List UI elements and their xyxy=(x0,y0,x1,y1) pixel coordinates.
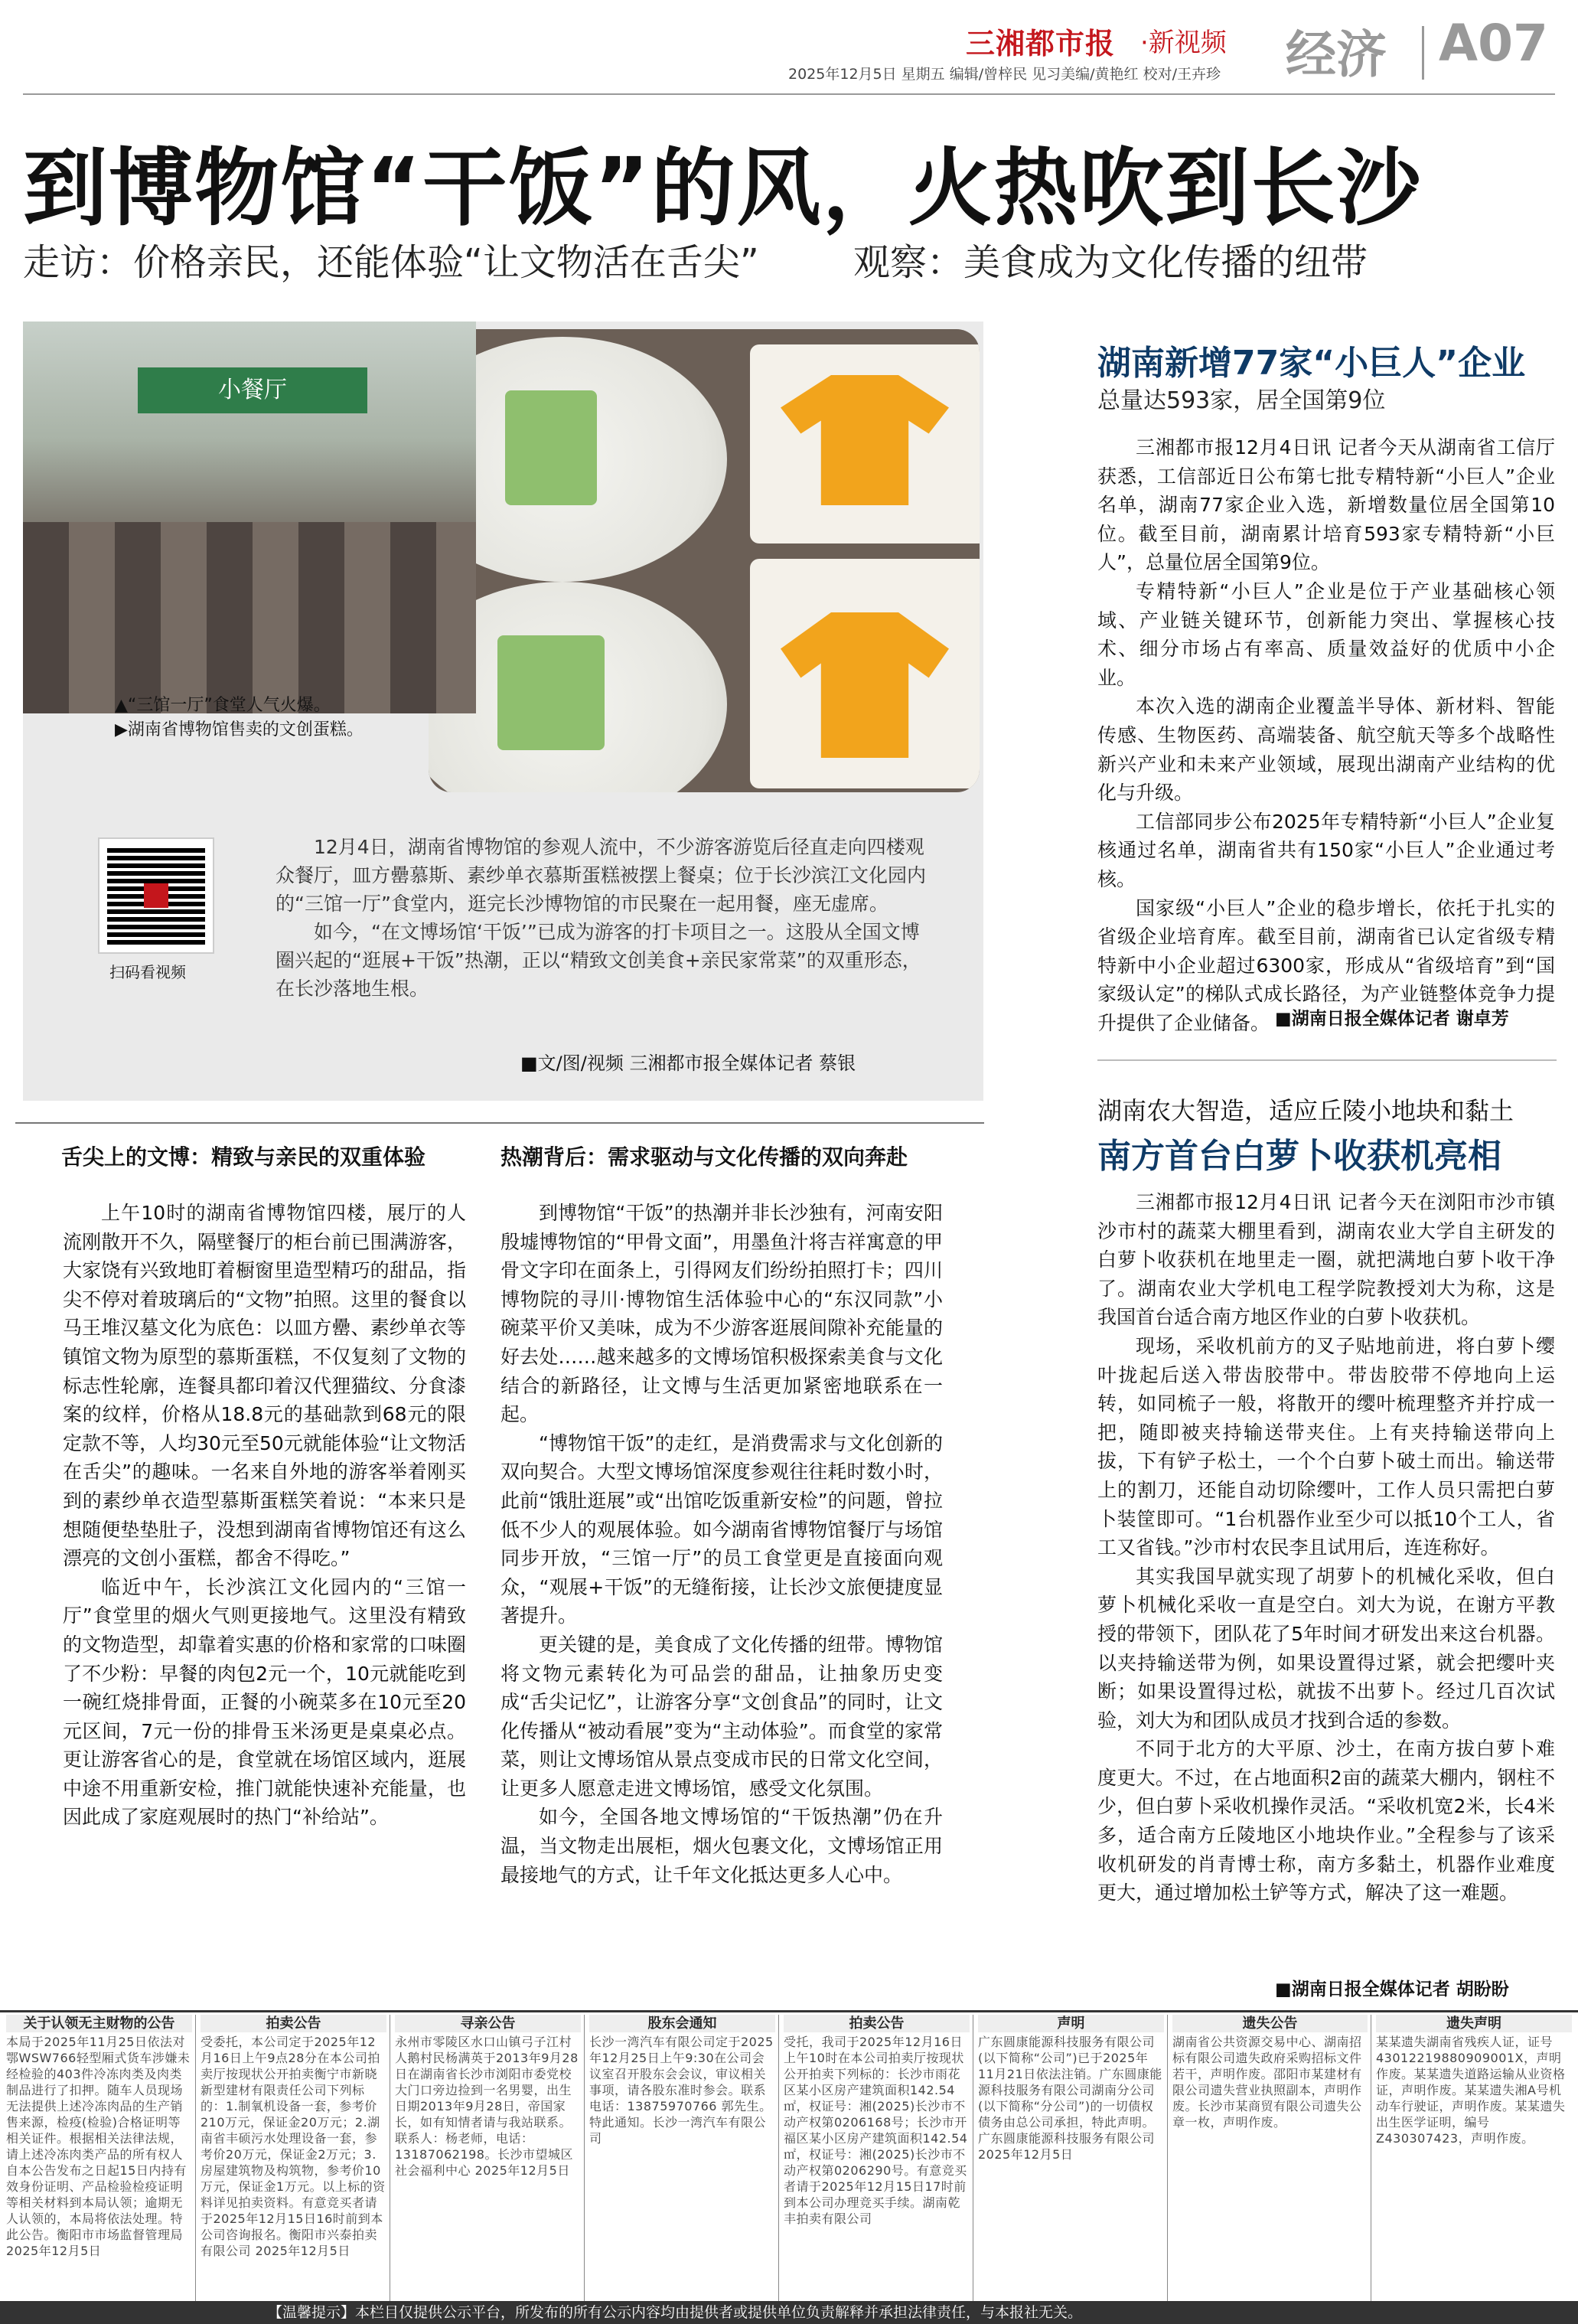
paragraph: 如今，全国各地文博场馆的“干饭热潮”仍在升温，当文物走出展柜，烟火包裹文化，文博场馆正用最接地气的方式，让千年文化抵达更多人心中。 xyxy=(500,1806,943,1886)
notice-column xyxy=(392,2015,585,2306)
paragraph: 三湘都市报12月4日讯 记者今天从湖南省工信厅获悉，工信部近日公布第七批专精特新“小巨人”企业名单，湖南77家企业入选，新增数量位居全国第10位。截至目前，湖南累计培育593家专精特新“小巨人”，总量位居全国第9位。 xyxy=(1097,436,1555,574)
story1-body xyxy=(1097,433,1555,1037)
notice-head: 拍卖公告 xyxy=(784,2015,970,2032)
brand-logo: 三湘都市报 xyxy=(966,27,1116,60)
notice-head: 遗失公告 xyxy=(1172,2015,1368,2032)
lead-text xyxy=(275,833,930,1003)
canteen-tables xyxy=(23,522,476,713)
story2-body xyxy=(1097,1188,1555,1908)
notice-column xyxy=(586,2015,779,2306)
story1-subtitle: 总量达593家，居全国第9位 xyxy=(1097,387,1386,414)
section-divider xyxy=(1422,26,1424,80)
lead-paragraph: 12月4日，湖南省博物馆的参观人流中，不少游客游览后径直走向四楼观众餐厅，皿方罍慕斯、素纱单衣慕斯蛋糕被摆上餐桌；位于长沙滨江文化园内的“三馆一厅”食堂内，逛完长沙博物馆的市民聚在一起用餐，座无虚席。 xyxy=(275,836,927,915)
paragraph: 其实我国早就实现了胡萝卜的机械化采收，但白萝卜机械化采收一直是空白。刘大为说，在谢方平教授的带领下，团队花了5年时间才研发出来这台机器。以夹持输送带为例，如果设置得过紧，就会把缨叶夹断；如果设置得过松，就拔不出萝卜。经过几百次试验，刘大为和团队成员才找到合适的参数。 xyxy=(1097,1565,1555,1732)
photo-caption-2: ▶湖南省博物馆售卖的文创蛋糕。 xyxy=(115,720,364,739)
notice-text: 广东圆康能源科技服务有限公司(以下简称“公司”)已于2025年11月21日依法注销。广东圆康能源科技服务有限公司湖南分公司(以下简称“分公司”)的一切债权债务由总公司承担，特此声明。广东圆康能源科技服务有限公司 2025年12月5日 xyxy=(978,2035,1162,2162)
headline: 到博物馆“干饭”的风，火热吹到长沙 xyxy=(23,139,1423,237)
dateline: 2025年12月5日 星期五 编辑/曾梓民 见习美编/黄艳红 校对/王卉珍 xyxy=(788,66,1221,83)
notice-text: 受委托，本公司定于2025年12月16日上午9点28分在本公司拍卖厅按现状公开拍卖衡宁市新晓新型建材有限责任公司下列标的：1.制氧机设备一套，参考价210万元，保证金20万元；2.湖南省丰硕污水处理设备一套，参考价20万元，保证金2万元；3.房屋建筑物及构筑物，参考价10万元，保证金1万元。以上标的资料详见拍卖资料。有意竞买者请于2025年12月15日16时前到本公司咨询报名。衡阳市兴泰拍卖有限公司 2025年12月5日 xyxy=(201,2035,386,2258)
notice-head: 关于认领无主财物的公告 xyxy=(6,2015,192,2032)
lead-byline: ■文/图/视频 三湘都市报全媒体记者 蔡银 xyxy=(520,1053,856,1074)
qr-code[interactable] xyxy=(99,839,213,952)
green-cake xyxy=(497,635,605,750)
paragraph: 到博物馆“干饭”的热潮并非长沙独有，河南安阳殷墟博物馆的“甲骨文面”，用墨鱼汁将吉祥寓意的甲骨文字印在面条上，引得网友们纷纷拍照打卡；四川博物院的寻川·博物馆生活体验中心的“东汉同款”小碗菜平价又美味，成为不少游客逛展间隙补充能量的好去处……越来越多的文博场馆积极探索美食与文化结合的新路径，让文博与生活更加紧密地联系在一起。 xyxy=(500,1202,943,1426)
footer-notice: 【温馨提示】本栏目仅提供公示平台，所发布的所有公示内容均由提供者或提供单位负责解释并承担法律责任，与本报社无关。 xyxy=(0,2301,1578,2324)
notice-head: 拍卖公告 xyxy=(201,2015,386,2032)
notice-text: 某某遗失湖南省残疾人证，证号43012219880909001X，声明作废。某某遗失道路运输从业资格证，声明作废。某某遗失湘A号机动车行驶证，声明作废。某某遗失出生医学证明，编号Z430307423，声明作废。 xyxy=(1376,2035,1566,2146)
notice-column xyxy=(975,2015,1168,2306)
canteen-sign: 小餐厅 xyxy=(138,367,367,413)
story2-byline: ■湖南日报全媒体记者 胡盼盼 xyxy=(1275,1980,1509,1999)
notice-text: 永州市零陵区水口山镇弓子江村人鹅村民杨满英于2013年9月28日在湖南省长沙市浏阳市委党校大门口旁边捡到一名男婴，出生日期2013年9月28日，帝国家长，如有知情者请与我站联系。联系人：杨老师，电话：13187062198。长沙市望城区社会福利中心 2025年12月5日 xyxy=(395,2035,579,2178)
article-column-1 xyxy=(63,1199,466,1832)
page-number: A07 xyxy=(1439,14,1548,73)
article-column-2 xyxy=(500,1199,943,1889)
notice-head: 股东会通知 xyxy=(589,2015,775,2032)
paragraph: 专精特新“小巨人”企业是位于产业基础核心领域、产业链关键环节，创新能力突出、掌握核心技术、细分市场占有率高、质量效益好的优质中小企业。 xyxy=(1097,579,1555,689)
notice-text: 受托，我司于2025年12月16日上午10时在本公司拍卖厅按现状公开拍卖下列标的：长沙市雨花区某小区房产建筑面积142.54㎡，权证号：湘(2025)长沙市不动产权第0206168号；长沙市开福区某小区房产建筑面积142.54㎡，权证号：湘(2025)长沙市不动产权第0206290号。有意竞买者请于2025年12月15日17时前到本公司办理竞买手续。湖南乾丰拍卖有限公司 xyxy=(784,2035,968,2226)
canteen-photo xyxy=(23,322,476,713)
notice-text: 长沙一湾汽车有限公司定于2025年12月25日上午9:30在公司会议室召开股东会会议，审议相关事项，请各股东准时参会。联系电话：13875970766 郭先生。特此通知。长沙一湾汽车有限公司 xyxy=(589,2035,774,2146)
paragraph: 临近中午，长沙滨江文化园内的“三馆一厅”食堂里的烟火气则更接地气。这里没有精致的文物造型，却靠着实惠的价格和家常的口味圈了不少粉：早餐的肉包2元一个，10元就能吃到一碗红烧排骨面，正餐的小碗菜多在10元至20元区间，7元一份的排骨玉米汤更是桌桌必点。更让游客省心的是，食堂就在场馆区域内，逛展中途不用重新安检，推门就能快速补充能量，也因此成了家庭观展时的热门“补给站”。 xyxy=(63,1575,466,1829)
paragraph: 上午10时的湖南省博物馆四楼，展厅的人流刚散开不久，隔壁餐厅的柜台前已围满游客，大家饶有兴致地盯着橱窗里造型精巧的甜品，指尖不停对着玻璃后的“文物”拍照。这里的餐食以马王堆汉墓文化为底色：以皿方罍、素纱单衣等镇馆文物为原型的慕斯蛋糕，不仅复刻了文物的标志性轮廓，连餐具都印着汉代狸猫纹、分食漆案的纹样，价格从18.8元的基础款到68元的限定款不等，人均30元至50元就能体验“让文物活在舌尖”的趣味。一名来自外地的游客举着刚买到的素纱单衣造型慕斯蛋糕笑着说：“本来只是想随便垫垫肚子，没想到湖南省博物馆还有这么漂亮的文创小蛋糕，都舍不得吃。” xyxy=(63,1202,466,1570)
left-section-head: 舌尖上的文博：精致与亲民的双重体验 xyxy=(61,1144,426,1170)
notice-column xyxy=(1169,2015,1371,2306)
story2-kicker: 湖南农大智造，适应丘陵小地块和黏土 xyxy=(1097,1096,1514,1125)
notice-column xyxy=(197,2015,390,2306)
story1-byline: ■湖南日报全媒体记者 谢卓芳 xyxy=(1275,1009,1509,1029)
story-divider xyxy=(1097,1059,1557,1061)
notice-head: 寻亲公告 xyxy=(395,2015,581,2032)
notice-column xyxy=(3,2015,196,2306)
notice-text: 湖南省公共资源交易中心、湖南招标有限公司遗失政府采购招标文件若干，声明作废。邵阳市某建材有限公司遗失营业执照副本，声明作废。长沙市某商贸有限公司遗失公章一枚，声明作废。 xyxy=(1172,2035,1362,2130)
subhead-right: 观察：美食成为文化传播的纽带 xyxy=(853,241,1368,284)
section-rule xyxy=(15,1122,984,1124)
story1-title: 湖南新增77家“小巨人”企业 xyxy=(1097,344,1526,383)
qr-label: 扫码看视频 xyxy=(109,963,186,981)
paragraph: 三湘都市报12月4日讯 记者今天在浏阳市沙市镇沙市村的蔬菜大棚里看到，湖南农业大学自主研发的白萝卜收获机在地里走一圈，就把满地白萝卜收干净了。湖南农业大学机电工程学院教授刘大为称，这是我国首台适合南方地区作业的白萝卜收获机。 xyxy=(1097,1191,1555,1329)
masthead-rule xyxy=(23,93,1555,95)
cake-photo xyxy=(429,329,980,792)
paragraph: “博物馆干饭”的走红，是消费需求与文化创新的双向契合。大型文博场馆深度参观往往耗时数小时，此前“饿肚逛展”或“出馆吃饭重新安检”的问题，曾拉低不少人的观展体验。如今湖南省博物馆餐厅与场馆同步开放，“三馆一厅”的员工食堂更是直接面向观众，“观展+干饭”的无缝衔接，让长沙文旅便捷度显著提升。 xyxy=(500,1431,943,1627)
paragraph: 本次入选的湖南企业覆盖半导体、新材料、智能传感、生物医药、高端装备、航空航天等多个战略性新兴产业和未来产业领域，展现出湖南产业结构的优化与升级。 xyxy=(1097,695,1555,805)
subhead-left: 走访：价格亲民，还能体验“让文物活在舌尖” xyxy=(23,241,759,284)
notice-column xyxy=(1373,2015,1575,2306)
story2-title: 南方首台白萝卜收获机亮相 xyxy=(1097,1137,1501,1176)
notice-head: 声明 xyxy=(978,2015,1164,2032)
notice-head: 遗失声明 xyxy=(1376,2015,1572,2032)
notice-column xyxy=(781,2015,973,2306)
brand-video: ·新视频 xyxy=(1140,28,1227,58)
paragraph: 现场，采收机前方的叉子贴地前进，将白萝卜缨叶拢起后送入带齿胶带中。带齿胶带不停地向上运转，如同梳子一般，将散开的缨叶梳理整齐并拧成一把，随即被夹持输送带夹住。上有夹持输送带向上拔，下有铲子松土，一个个白萝卜破土而出。输送带上的割刀，还能自动切除缨叶，工作人员只需把白萝卜装筐即可。“1台机器作业至少可以抵10个工人，省工又省钱。”沙市村农民李且试用后，连连称好。 xyxy=(1097,1334,1555,1559)
green-cake xyxy=(505,390,597,505)
paragraph: 更关键的是，美食成了文化传播的纽带。博物馆将文物元素转化为可品尝的甜品，让抽象历史变成“舌尖记忆”，让游客分享“文创食品”的同时，让文化传播从“被动看展”变为“主动体验”。而食堂的家常菜，则让文博场馆从景点变成市民的日常文化空间，让更多人愿意走进文博场馆，感受文化氛围。 xyxy=(500,1633,943,1800)
photo-caption-1: ▲“三馆一厅”食堂人气火爆。 xyxy=(115,696,331,715)
paragraph: 工信部同步公布2025年专精特新“小巨人”企业复核通过名单，湖南省共有150家“小巨人”企业通过考核。 xyxy=(1097,810,1555,890)
notice-text: 本局于2025年11月25日依法对鄂WSW766轻型厢式货车涉嫌未经检验的403件冷冻肉类及肉类制品进行了扣押。随车人员现场无法提供上述冷冻肉品的生产销售来源，检疫(检验)合格证明等相关证件。根据相关法律法规，请上述冷冻肉类产品的所有权人自本公告发布之日起15日内持有效身份证明、产品检验检疫证明等相关材料到本局认领；逾期无人认领的，本局将依法处理。特此公告。衡阳市市场监督管理局 2025年12月5日 xyxy=(6,2035,191,2258)
paragraph: 国家级“小巨人”企业的稳步增长，依托于扎实的省级企业培育库。截至目前，湖南省已认定省级专精特新中小企业超过6300家，形成从“省级培育”到“国家级认定”的梯队式成长路径，为产业链整体竞争力提升提供了企业储备。 xyxy=(1097,896,1555,1034)
lead-paragraph: 如今，“在文博场馆‘干饭’”已成为游客的打卡项目之一。这股从全国文博圈兴起的“逛展+干饭”热潮，正以“精致文创美食+亲民家常菜”的双重形态，在长沙落地生根。 xyxy=(275,921,921,1000)
paragraph: 不同于北方的大平原、沙土，在南方拔白萝卜难度更大。不过，在占地面积2亩的蔬菜大棚内，钢柱不少，但白萝卜采收机操作灵活。“采收机宽2米，长4米多，适合南方丘陵地区小地块作业。”全程参与了该采收机研发的肖青博士称，南方多黏土，机器作业难度更大，通过增加松土铲等方式，解决了这一难题。 xyxy=(1097,1738,1555,1905)
mid-section-head: 热潮背后：需求驱动与文化传播的双向奔赴 xyxy=(500,1144,908,1170)
section-name: 经济 xyxy=(1286,25,1387,84)
